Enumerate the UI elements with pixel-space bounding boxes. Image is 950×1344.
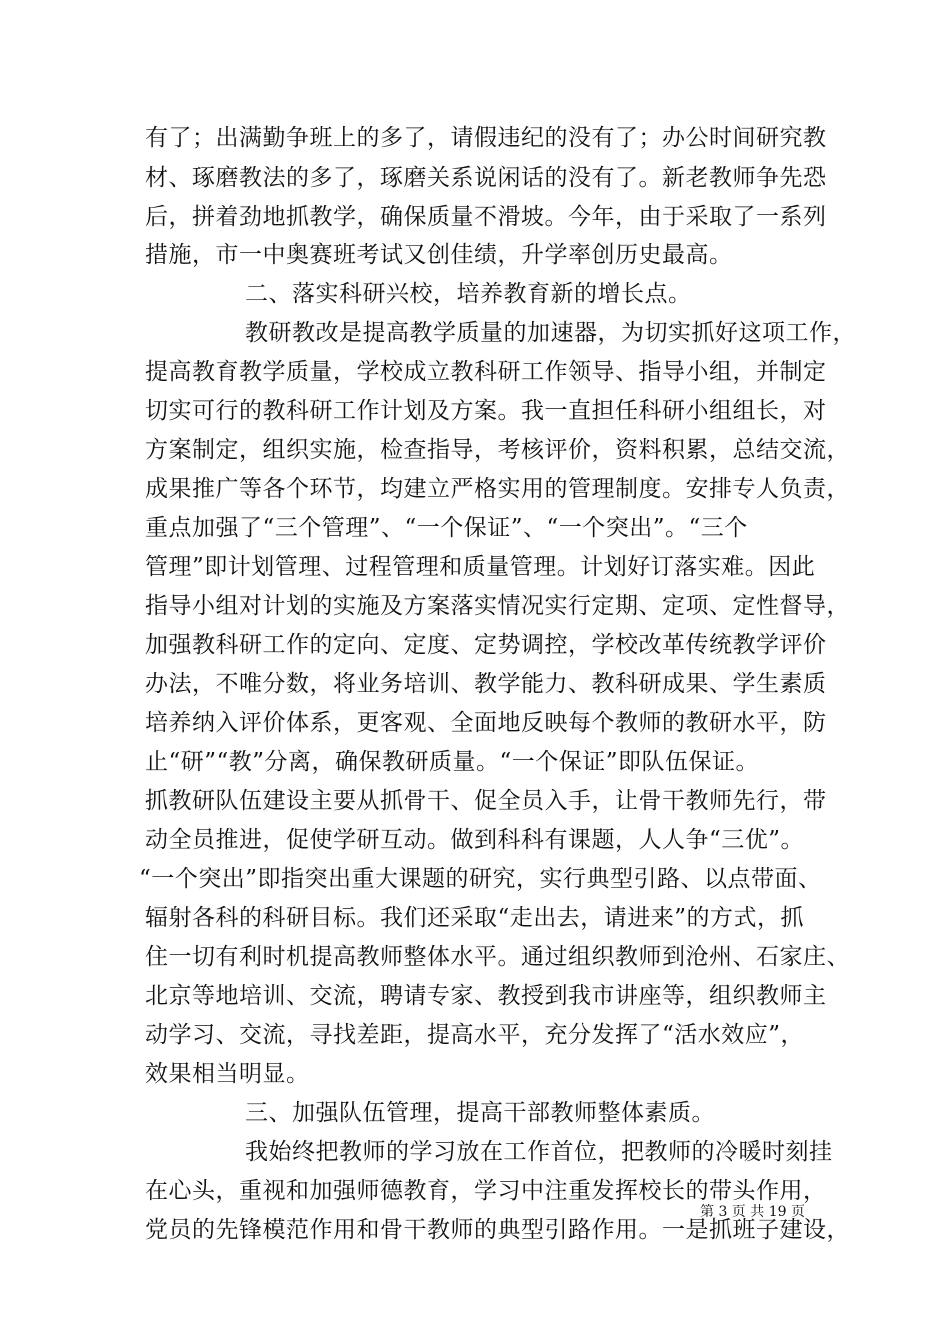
page-number-footer: 第 3 页 共 19 页 — [700, 1204, 805, 1220]
body-text-line: 提高教育教学质量，学校成立教科研工作领导、指导小组，并制定 — [145, 359, 827, 385]
body-text-line: 有了；出满勤争班上的多了，请假违纪的没有了；办公时间研究教 — [145, 125, 827, 151]
body-text-line: 成果推广等各个环节，均建立严格实用的管理制度。安排专人负责， — [145, 476, 850, 502]
body-text-line: 后，拼着劲地抓教学，确保质量不滑坡。今年，由于采取了一系列 — [145, 204, 827, 230]
body-text-line: “一个突出”即指突出重大课题的研究，实行典型引路、以点带面、 — [139, 866, 822, 892]
body-text-line: 办法，不唯分数，将业务培训、教学能力、教科研成果、学生素质 — [145, 671, 827, 697]
body-text-line: 北京等地培训、交流，聘请专家、教授到我市讲座等，组织教师主 — [145, 983, 827, 1009]
body-text-line: 重点加强了“三个管理”、“一个保证”、“一个突出”。“三个 — [145, 515, 748, 541]
body-text-line: 党员的先锋模范作用和骨干教师的典型引路作用。一是抓班子建设， — [145, 1217, 850, 1243]
body-text-line: 加强教科研工作的定向、定度、定势调控，学校改革传统教学评价 — [145, 632, 827, 658]
body-text-line: 动学习、交流，寻找差距，提高水平，充分发挥了“活水效应”， — [145, 1022, 805, 1048]
paragraph-first-line: 教研教改是提高教学质量的加速器，为切实抓好这项工作， — [245, 320, 856, 346]
body-text-line: 辐射各科的科研目标。我们还采取“走出去，请进来”的方式，抓 — [145, 905, 805, 931]
body-text-line: 方案制定，组织实施，检查指导，考核评价，资料积累，总结交流， — [145, 437, 850, 463]
body-text-line: 指导小组对计划的实施及方案落实情况实行定期、定项、定性督导， — [145, 593, 850, 619]
body-text-line: 动全员推进，促使学研互动。做到科科有课题，人人争“三优”。 — [145, 827, 805, 853]
body-text-line: 切实可行的教科研工作计划及方案。我一直担任科研小组组长，对 — [145, 398, 827, 424]
body-text-line: 效果相当明显。 — [145, 1061, 310, 1087]
paragraph-first-line: 我始终把教师的学习放在工作首位，把教师的冷暖时刻挂 — [245, 1139, 833, 1165]
body-text-line: 管理”即计划管理、过程管理和质量管理。计划好订落实难。因此 — [145, 554, 816, 580]
body-text-line: 止“研”“教”分离，确保教研质量。“一个保证”即队伍保证。 — [145, 749, 760, 775]
body-text-line: 措施，市一中奥赛班考试又创佳绩，升学率创历史最高。 — [145, 242, 733, 268]
section-heading: 二、落实科研兴校，培养教育新的增长点。 — [245, 281, 692, 307]
body-text-line: 材、琢磨教法的多了，琢磨关系说闲话的没有了。新老教师争先恐 — [145, 165, 827, 191]
section-heading: 三、加强队伍管理，提高干部教师整体素质。 — [245, 1100, 715, 1126]
body-text-line: 培养纳入评价体系，更客观、全面地反映每个教师的教研水平，防 — [145, 710, 827, 736]
body-text-line: 住一切有利时机提高教师整体水平。通过组织教师到沧州、石家庄、 — [145, 944, 850, 970]
body-text-line: 抓教研队伍建设主要从抓骨干、促全员入手，让骨干教师先行，带 — [145, 788, 827, 814]
body-text-line: 在心头，重视和加强师德教育，学习中注重发挥校长的带头作用， — [145, 1178, 827, 1204]
